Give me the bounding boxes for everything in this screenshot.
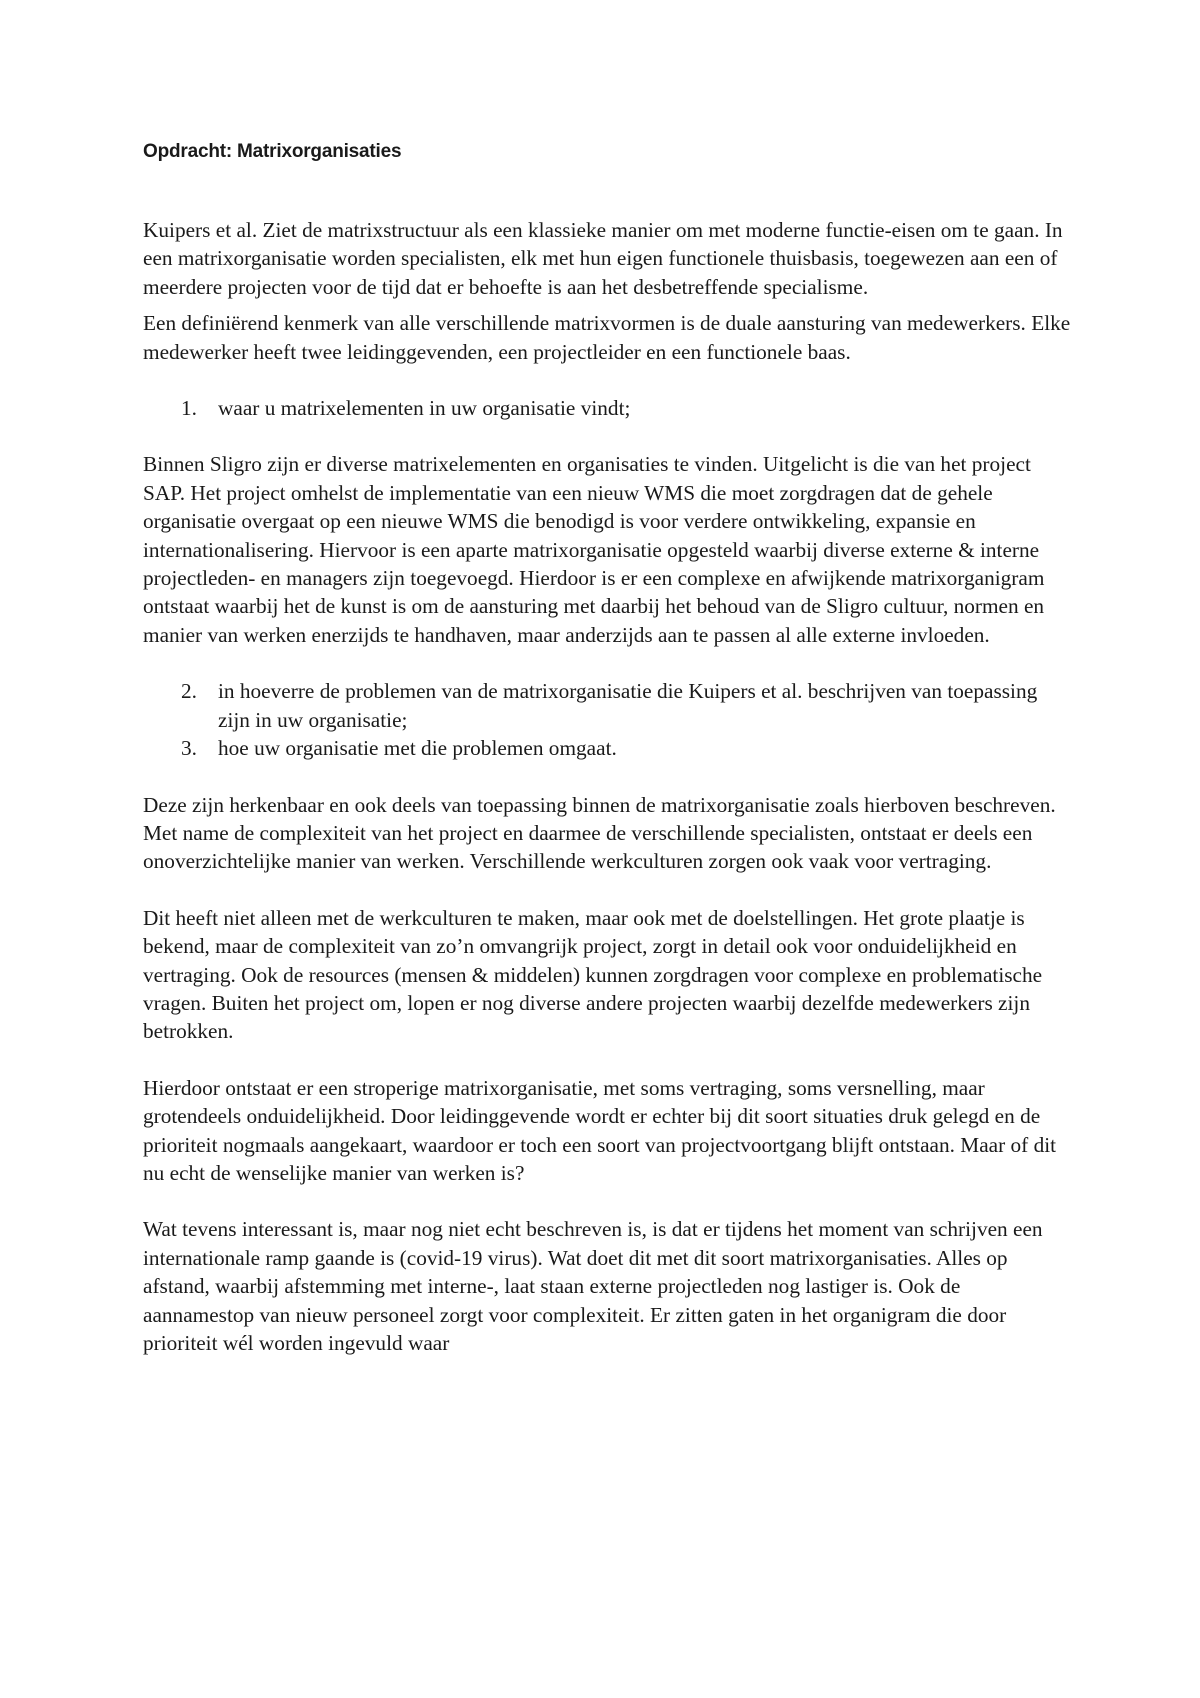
list-number: 1. [181, 396, 197, 421]
answer-paragraph-3: Dit heeft niet alleen met de werkculturen te maken, maar ook met de doelstellingen. Het grote plaatje is bekend, maar de complexiteit van zo’n omvangrijk project, zorgt in detail ook voor onduidelijkheid en vertraging. Ook de resources (mensen & middelen) kunnen zorgdragen voor complexe en problematische vragen. Buiten het project om, lopen er nog diverse andere projecten waarbij dezelfde medewerkers zijn betrokken. [143, 905, 1043, 1044]
answer-paragraph-2: Deze zijn herkenbaar en ook deels van toepassing binnen de matrixorganisatie zoals hierboven beschreven. Met name de complexiteit van het project en daarmee de verschillende specialisten, ontstaat er deels een onoverzichtelijke manier van werken. Verschillende werkculturen zorgen ook vaak voor vertraging. [143, 792, 1056, 874]
intro-paragraph-1: Kuipers et al. Ziet de matrixstructuur als een klassieke manier om met moderne functie-eisen om te gaan. In een matrixorganisatie worden specialisten, elk met hun eigen functionele thuisbasis, toegewezen aan een of meerdere projecten voor de tijd dat er behoefte is aan het desbetreffende specialisme. [143, 218, 1063, 299]
list-item-question-1 [143, 394, 1073, 422]
list-number: 2. [181, 679, 197, 704]
list-item-question-2 [143, 677, 1073, 734]
answer-paragraph-1: Binnen Sligro zijn er diverse matrixelementen en organisaties te vinden. Uitgelicht is die van het project SAP. Het project omhelst de implementatie van een nieuw WMS die moet zorgdragen dat de gehele organisatie overgaat op een nieuwe WMS die benodigd is voor verdere ontwikkeling, expansie en internationalisering. Hiervoor is een aparte matrixorganisatie opgesteld waarbij diverse externe & interne projectleden- en managers zijn toegevoegd. Hierdoor is er een complexe en afwijkende matrixorganigram ontstaat waarbij het de kunst is om de aansturing met daarbij het behoud van de Sligro cultuur, normen en manier van werken enerzijds te handhaven, maar anderzijds aan te passen al alle externe invloeden. [143, 452, 1045, 647]
intro-paragraph-2: Een definiërend kenmerk van alle verschillende matrixvormen is de duale aansturing van medewerkers. Elke medewerker heeft twee leidinggevenden, een projectleider en een functionele baas. [143, 311, 1071, 364]
answer-paragraph-5: Wat tevens interessant is, maar nog niet echt beschreven is, is dat er tijdens het moment van schrijven een internationale ramp gaande is (covid-19 virus). Wat doet dit met dit soort matrixorganisaties. Alles op afstand, waarbij afstemming met interne-, laat staan externe projectleden nog lastiger is. Ook de aannamestop van nieuw personeel zorgt voor complexiteit. Er zitten gaten in het organigram die door prioriteit wél worden ingevuld waar [143, 1217, 1043, 1355]
list-item-question-3 [143, 734, 1073, 762]
question-list-2 [143, 677, 1073, 762]
document-title: Opdracht: Matrixorganisaties [143, 141, 402, 162]
document-page [143, 138, 1073, 1357]
question-text: waar u matrixelementen in uw organisatie vindt; [218, 396, 631, 421]
list-number: 3. [181, 736, 197, 761]
question-text: hoe uw organisatie met die problemen omgaat. [218, 736, 617, 761]
answer-paragraph-4: Hierdoor ontstaat er een stroperige matrixorganisatie, met soms vertraging, soms versnelling, maar grotendeels onduidelijkheid. Door leidinggevende wordt er echter bij dit soort situaties druk gelegd en de prioriteit nogmaals aangekaart, waardoor er toch een soort van projectvoortgang blijft ontstaan. Maar of dit nu echt de wenselijke manier van werken is? [143, 1075, 1057, 1185]
question-text: in hoeverre de problemen van de matrixorganisatie die Kuipers et al. beschrijven van toepassing zijn in uw organisatie; [218, 679, 1038, 732]
question-list-1 [143, 394, 1073, 422]
